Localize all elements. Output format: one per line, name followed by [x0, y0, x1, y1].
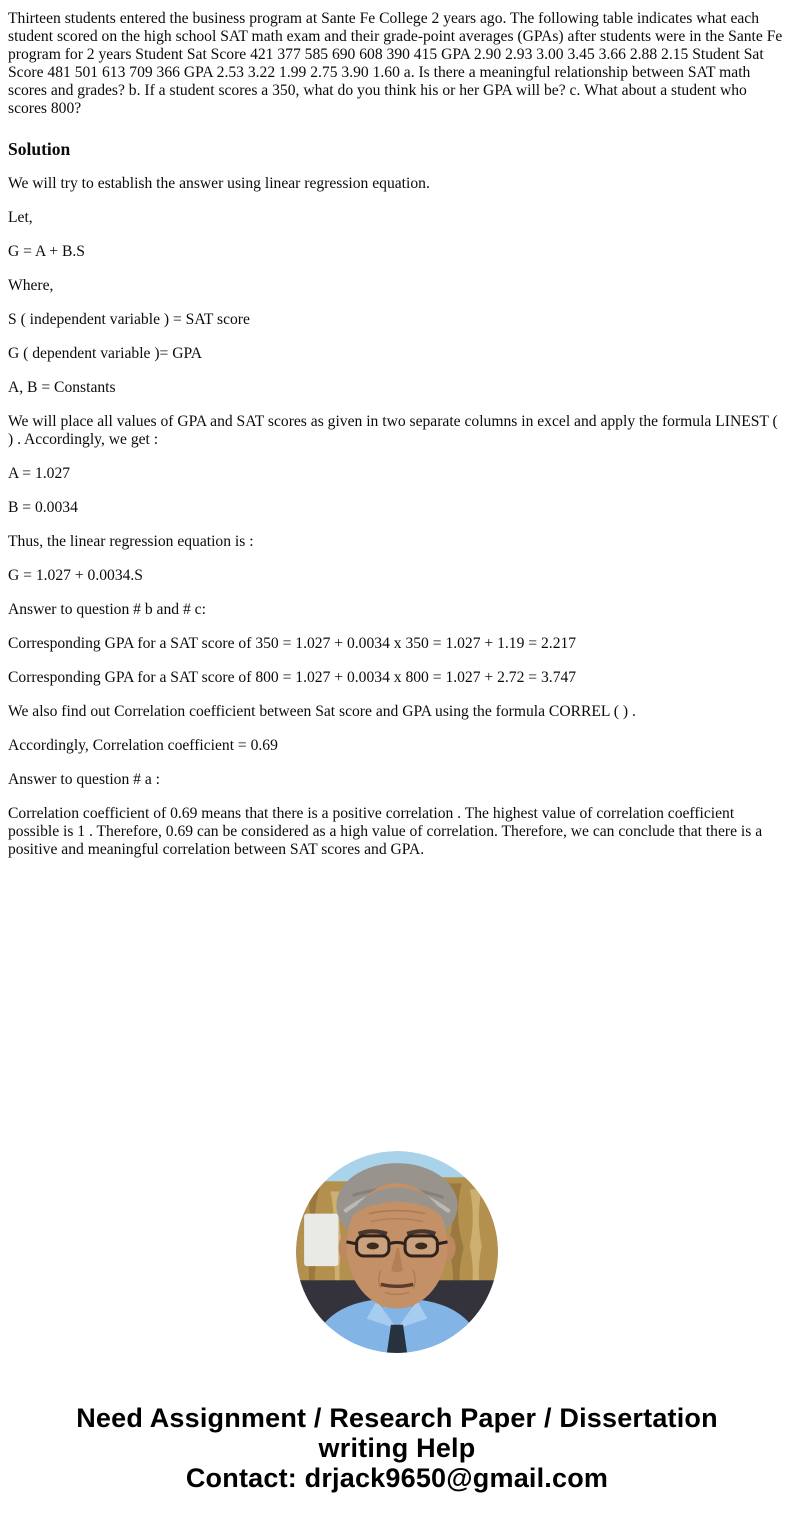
constants-definition: A, B = Constants	[8, 379, 116, 396]
solution-heading: Solution	[8, 139, 71, 159]
variable-definition-s: S ( independent variable ) = SAT score	[8, 311, 250, 328]
answer-bc-label: Answer to question # b and # c:	[8, 601, 206, 618]
paragraph: Where,	[8, 277, 54, 294]
variable-definition-g: G ( dependent variable )= GPA	[8, 345, 202, 362]
correlation-value: Accordingly, Correlation coefficient = 0.69	[8, 737, 278, 754]
paragraph: We also find out Correlation coefficient between Sat score and GPA using the formula CORREL ( ) .	[8, 703, 636, 720]
paragraph: We will try to establish the answer using linear regression equation.	[8, 175, 430, 192]
conclusion-paragraph: Correlation coefficient of 0.69 means that there is a positive correlation . The highest value of correlation coefficient possible is 1 . Therefore, 0.69 can be considered as a high value of correlation. Therefore, we can conclude that there is a positive and meaningful correlation between SAT scores and GPA.	[8, 805, 763, 858]
solution-document	[8, 10, 786, 859]
regression-equation: G = A + B.S	[8, 243, 85, 260]
contact-email: Contact: drjack9650@gmail.com	[185, 1463, 609, 1493]
constant-b-value: B = 0.0034	[8, 499, 78, 516]
gpa-350-calculation: Corresponding GPA for a SAT score of 350 = 1.027 + 0.0034 x 350 = 1.027 + 1.19 = 2.217	[8, 635, 577, 652]
paragraph: We will place all values of GPA and SAT scores as given in two separate columns in excel and apply the formula LINEST ( ) . Accordingly, we get :	[8, 413, 778, 448]
tutor-photo-section	[8, 1151, 786, 1353]
promo-footer	[8, 1403, 786, 1493]
promo-line: Need Assignment / Research Paper / Dissertation	[76, 1403, 718, 1433]
tutor-avatar	[296, 1151, 498, 1353]
promo-line: writing Help	[318, 1433, 476, 1463]
paragraph: Let,	[8, 209, 33, 226]
gpa-800-calculation: Corresponding GPA for a SAT score of 800 = 1.027 + 0.0034 x 800 = 1.027 + 2.72 = 3.747	[8, 669, 577, 686]
final-regression-equation: G = 1.027 + 0.0034.S	[8, 567, 143, 584]
constant-a-value: A = 1.027	[8, 465, 71, 482]
paragraph: Thus, the linear regression equation is :	[8, 533, 254, 550]
problem-statement: Thirteen students entered the business program at Sante Fe College 2 years ago. The following table indicates what each student scored on the high school SAT math exam and their grade-point averages (GPAs) after students were in the Sante Fe program for 2 years Student Sat Score 421 377 585 690 608 390 415 GPA 2.90 2.93 3.00 3.45 3.66 2.88 2.15 Student Sat Score 481 501 613 709 366 GPA 2.53 3.22 1.99 2.75 3.90 1.60 a. Is there a meaningful relationship between SAT math scores and grades? b. If a student scores a 350, what do you think his or her GPA will be? c. What about a student who scores 800?	[8, 10, 783, 117]
person-portrait-icon	[296, 1151, 498, 1353]
answer-a-label: Answer to question # a :	[8, 771, 161, 788]
